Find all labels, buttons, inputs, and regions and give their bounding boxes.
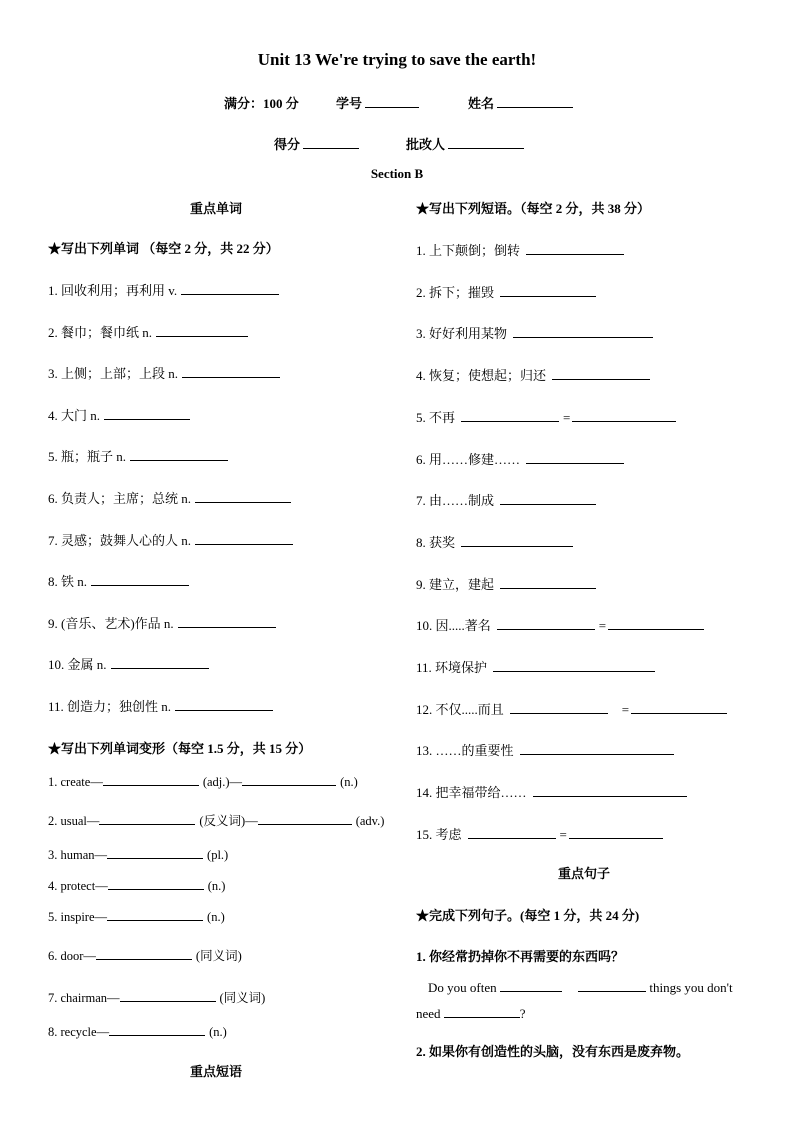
grader-label: 批改人 — [406, 134, 524, 153]
phrase-item-label: 5. 不再 — [416, 409, 456, 425]
page-title: Unit 13 We're trying to save the earth! — [257, 50, 537, 69]
phrase-item-label: 15. 考虑 — [416, 826, 462, 842]
word-form-base: 3. human— — [48, 848, 108, 862]
answer-blank[interactable] — [156, 325, 248, 337]
phrase-item — [416, 323, 653, 342]
word-form-base: 6. door— — [48, 949, 96, 963]
answer-blank[interactable] — [120, 990, 216, 1002]
word-form-base: 2. usual— — [48, 814, 100, 828]
answer-blank[interactable] — [520, 743, 674, 755]
word-item — [48, 322, 248, 341]
word-form-hint: (adj.)— — [202, 775, 243, 789]
answer-blank[interactable] — [513, 326, 653, 338]
phrase-item — [416, 699, 727, 718]
answer-blank[interactable] — [631, 702, 727, 714]
answer-blank[interactable] — [195, 491, 291, 503]
word-form-base: 5. inspire— — [48, 910, 108, 924]
sentence-1-blank-2[interactable] — [578, 980, 646, 992]
phrase-item-label: 2. 拆下；摧毁 — [416, 284, 495, 300]
word-item-label: 4. 大门 n. — [48, 407, 101, 423]
word-form-hint: (n.) — [207, 910, 225, 924]
answer-blank[interactable] — [533, 785, 687, 797]
answer-blank[interactable] — [497, 618, 595, 630]
word-form-base: 1. create— — [48, 775, 103, 789]
word-form-hint: (同义词) — [219, 991, 266, 1005]
phrase-item — [416, 449, 624, 468]
phrase-item — [416, 615, 704, 634]
word-item-label: 6. 负责人；主席；总统 n. — [48, 491, 192, 506]
task3-instruction: ★写出下列短语。（每空 2 分，共 38 分） — [416, 201, 651, 216]
phrase-item — [416, 532, 573, 551]
phrase-item — [416, 407, 676, 426]
student-no-label: 学号 — [336, 93, 419, 112]
word-item-label: 9. (音乐、艺术)作品 n. — [48, 615, 174, 631]
sentence-1-english: Do you often things you don't — [428, 980, 733, 995]
answer-blank[interactable] — [552, 368, 650, 380]
equals-sign: = — [598, 618, 607, 634]
word-form-item — [48, 988, 265, 1006]
answer-blank[interactable] — [109, 1024, 205, 1036]
word-item-label: 8. 铁 n. — [48, 574, 88, 590]
answer-blank[interactable] — [182, 366, 280, 378]
equals-sign: = — [559, 826, 567, 842]
vocab-heading: 重点单词 — [190, 201, 243, 216]
phrase-item — [416, 365, 650, 384]
sentence-2-chinese: 2. 如果你有创造性的头脑，没有东西是废弃物。 — [416, 1044, 690, 1059]
student-no-field[interactable] — [365, 96, 419, 108]
phrase-item — [416, 490, 596, 509]
answer-blank[interactable] — [181, 283, 279, 295]
word-item-label: 3. 上侧；上部；上段 n. — [48, 366, 179, 382]
word-form-item — [48, 811, 384, 829]
phrase-item — [416, 740, 674, 759]
phrase-item-label: 12. 不仅.....而且 — [416, 701, 504, 717]
name-label: 姓名 — [468, 93, 573, 112]
equals-sign: = — [621, 701, 630, 717]
phrase-item-label: 1. 上下颠倒；倒转 — [416, 243, 521, 258]
word-item-label: 1. 回收利用；再利用 v. — [48, 283, 178, 298]
answer-blank[interactable] — [526, 452, 624, 464]
answer-blank[interactable] — [107, 847, 203, 859]
sentence-1-english-cont: need ? — [416, 1006, 526, 1021]
word-item-label: 2. 餐巾；餐巾纸 n. — [48, 324, 153, 340]
word-form-hint: (n.) — [340, 775, 358, 789]
answer-blank[interactable] — [104, 408, 190, 420]
word-form-item — [48, 1024, 227, 1040]
answer-blank[interactable] — [108, 878, 204, 890]
score-field[interactable] — [303, 137, 359, 149]
answer-blank[interactable] — [500, 285, 596, 297]
answer-blank[interactable] — [178, 616, 276, 628]
answer-blank[interactable] — [526, 243, 624, 255]
name-field[interactable] — [497, 96, 573, 108]
task4-instruction: ★完成下列句子。(每空 1 分，共 24 分) — [416, 908, 640, 923]
phrase-heading: 重点短语 — [190, 1064, 243, 1079]
word-form-hint: (反义词)— — [199, 814, 258, 828]
word-item-label: 11. 创造力；独创性 n. — [48, 699, 172, 714]
word-item-label: 10. 金属 n. — [48, 657, 107, 673]
answer-blank[interactable] — [175, 699, 273, 711]
word-item — [48, 405, 190, 424]
answer-blank[interactable] — [130, 449, 228, 461]
section-title: Section B — [370, 166, 424, 181]
answer-blank[interactable] — [608, 618, 704, 630]
word-form-base: 4. protect— — [48, 879, 108, 893]
word-item — [48, 530, 293, 549]
phrase-item-label: 14. 把幸福带给…… — [416, 785, 527, 801]
answer-blank[interactable] — [99, 813, 195, 825]
grader-field[interactable] — [448, 137, 524, 149]
word-item — [48, 488, 291, 507]
word-form-hint: (adv.) — [355, 814, 385, 828]
phrase-item — [416, 282, 596, 301]
answer-blank[interactable] — [461, 535, 573, 547]
word-item — [48, 571, 189, 590]
word-form-base: 7. chairman— — [48, 991, 120, 1005]
phrase-item — [416, 240, 624, 259]
answer-blank[interactable] — [258, 813, 352, 825]
word-item-label: 5. 瓶；瓶子 n. — [48, 449, 127, 465]
answer-blank[interactable] — [103, 774, 199, 786]
phrase-item-label: 11. 环境保护 — [416, 660, 488, 675]
word-form-item — [48, 909, 225, 925]
answer-blank[interactable] — [493, 660, 655, 672]
word-form-item — [48, 774, 358, 790]
answer-blank[interactable] — [569, 827, 663, 839]
sentence-1-blank-1[interactable] — [500, 980, 562, 992]
phrase-item-label: 4. 恢复；使想起；归还 — [416, 368, 547, 384]
sentence-1-chinese: 1. 你经常扔掉你不再需要的东西吗？ — [416, 949, 625, 964]
word-item — [48, 654, 209, 673]
word-form-hint: (n.) — [207, 879, 226, 893]
answer-blank[interactable] — [195, 533, 293, 545]
answer-blank[interactable] — [461, 410, 559, 422]
answer-blank[interactable] — [242, 774, 336, 786]
phrase-item — [416, 782, 687, 801]
word-item — [48, 363, 280, 382]
answer-blank[interactable] — [111, 657, 209, 669]
phrase-item-label: 8. 获奖 — [416, 534, 456, 550]
word-form-hint: (n.) — [209, 1025, 227, 1039]
word-form-base: 8. recycle— — [48, 1025, 110, 1039]
phrase-item-label: 6. 用……修建…… — [416, 451, 521, 467]
phrase-item-label: 3. 好好利用某物 — [416, 326, 508, 342]
answer-blank[interactable] — [91, 574, 189, 586]
word-item-label: 7. 灵感；鼓舞人心的人 n. — [48, 532, 192, 548]
answer-blank[interactable] — [572, 410, 676, 422]
word-form-item — [48, 878, 225, 894]
phrase-item — [416, 574, 596, 593]
answer-blank[interactable] — [510, 702, 608, 714]
word-item — [48, 280, 279, 299]
phrase-item-label: 9. 建立，建起 — [416, 576, 495, 592]
phrase-item-label: 7. 由……制成 — [416, 493, 495, 509]
answer-blank[interactable] — [107, 909, 203, 921]
word-form-hint: (pl.) — [207, 848, 229, 862]
phrase-item-label: 10. 因.....著名 — [416, 618, 491, 634]
word-form-item — [48, 847, 228, 863]
word-form-hint: (同义词) — [195, 949, 242, 963]
word-form-item — [48, 946, 242, 964]
answer-blank[interactable] — [500, 577, 596, 589]
answer-blank[interactable] — [500, 493, 596, 505]
word-item — [48, 446, 228, 465]
answer-blank[interactable] — [468, 827, 556, 839]
full-score-label: 满分：100 分 — [224, 96, 299, 111]
phrase-item — [416, 824, 663, 843]
score-label: 得分 — [274, 134, 359, 153]
task1-instruction: ★写出下列单词 （每空 2 分，共 22 分） — [48, 241, 279, 256]
word-item — [48, 613, 276, 632]
equals-sign: = — [563, 409, 571, 425]
phrase-item — [416, 657, 655, 676]
sentence-heading: 重点句子 — [558, 866, 611, 881]
answer-blank[interactable] — [96, 948, 192, 960]
sentence-1-blank-3[interactable] — [444, 1006, 520, 1018]
task2-instruction: ★写出下列单词变形（每空 1.5 分，共 15 分） — [48, 741, 312, 756]
phrase-item-label: 13. ……的重要性 — [416, 743, 514, 759]
word-item — [48, 696, 273, 715]
